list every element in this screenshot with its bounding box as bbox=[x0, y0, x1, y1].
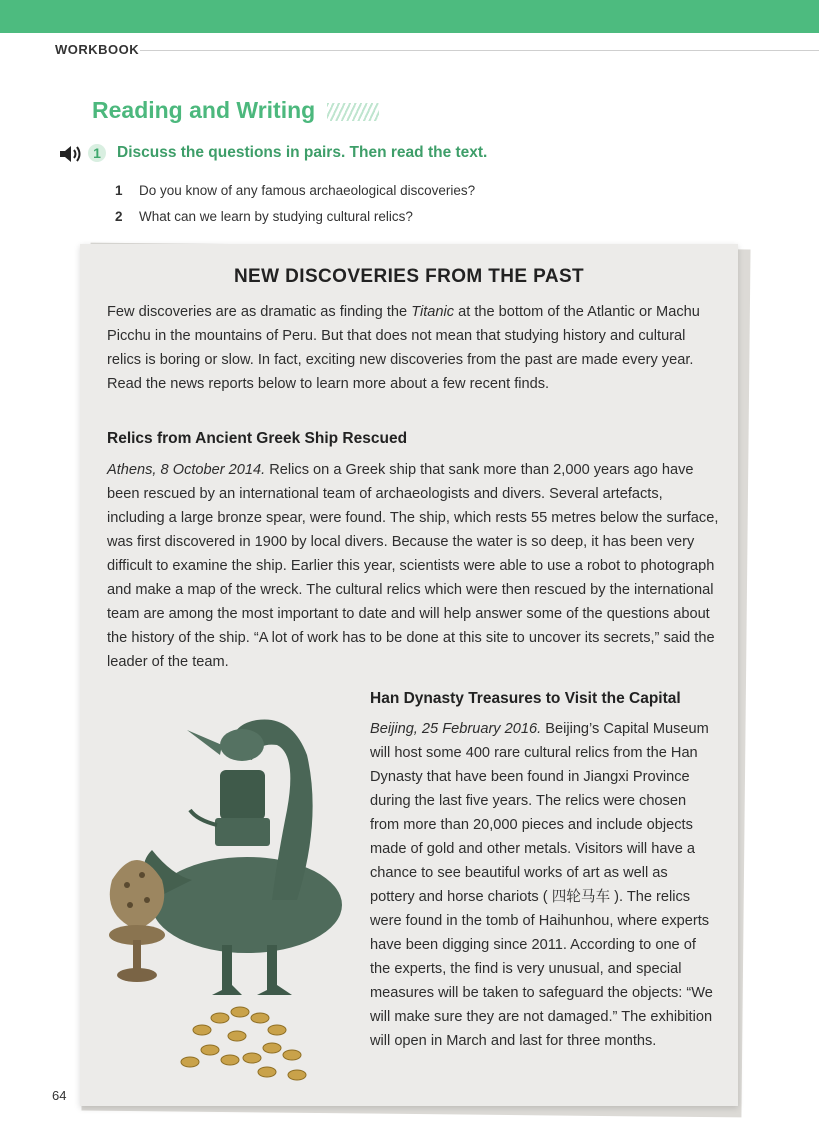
exercise-instruction: Discuss the questions in pairs. Then read the text. bbox=[117, 144, 488, 161]
question-number: 1 bbox=[115, 183, 123, 198]
header-rule bbox=[140, 50, 819, 51]
question-text: What can we learn by studying cultural relics? bbox=[139, 209, 413, 224]
question-number: 2 bbox=[115, 209, 123, 224]
report1-dateline: Athens, 8 October 2014. bbox=[107, 462, 266, 478]
section-title: Reading and Writing bbox=[92, 97, 316, 123]
intro-italic-title: Titanic bbox=[411, 304, 455, 320]
intro-text-end: at the bottom of the Atlantic or Machu Picchu in the mountains of Peru. But that does not mean that studying history and cultural relics is boring or slow. In fact, exciting new discoveries from the past are made every year. Read the news reports below to learn more about a few recent finds. bbox=[107, 304, 700, 392]
article-title: NEW DISCOVERIES FROM THE PAST bbox=[233, 266, 585, 287]
exercise-number: 1 bbox=[88, 144, 106, 162]
report2-text: Beijing’s Capital Museum will host some 400 rare cultural relics from the Han Dynasty that have been found in Jiangxi Province during the last five years. The relics were chosen from more than 20,000 pieces and include objects made of gold and other metals. Visitors will have a chance to see beautiful works of art as well as pottery and horse chariots ( 四轮马车 ). The relics were found in the tomb of Haihunhou, where experts have been digging since 2011. According to one of the experts, the find is very unusual, and special measures will be taken to safeguard the objects: “We will make sure they are not damaged.” The exhibition will open in March and last for three months. bbox=[370, 721, 713, 1049]
discussion-question bbox=[115, 183, 475, 198]
question-text: Do you know of any famous archaeological discoveries? bbox=[139, 183, 476, 198]
page-number: 64 bbox=[52, 1088, 67, 1103]
report2-dateline: Beijing, 25 February 2016. bbox=[370, 721, 542, 737]
report2-body bbox=[370, 717, 715, 1053]
han-dynasty-relics-illustration bbox=[92, 700, 362, 1090]
report2-heading: Han Dynasty Treasures to Visit the Capital bbox=[370, 690, 681, 707]
running-header: WORKBOOK bbox=[55, 42, 140, 57]
article-intro bbox=[107, 300, 717, 396]
report1-heading: Relics from Ancient Greek Ship Rescued bbox=[107, 430, 408, 447]
report1-body bbox=[107, 458, 719, 674]
intro-text-start: Few discoveries are as dramatic as finding the bbox=[107, 304, 412, 320]
discussion-question bbox=[115, 209, 413, 224]
top-color-bar bbox=[0, 0, 819, 33]
speaker-icon[interactable] bbox=[58, 144, 84, 164]
title-hatch-decoration bbox=[327, 103, 379, 121]
report1-text: Relics on a Greek ship that sank more than 2,000 years ago have been rescued by an international team of archaeologists and divers. Several artefacts, including a large bronze spear, were found. The ship, which rests 55 metres below the surface, was first discovered in 1900 by local divers. Because the water is so deep, it has been very difficult to examine the ship. Earlier this year, scientists were able to use a robot to photograph and make a map of the wreck. The cultural relics which were then rescued by the international team are among the most important to date and will help answer some of the questions about the history of the ship. “A lot of work has to be done at this site to uncover its secrets,” said the leader of the team. bbox=[107, 462, 719, 670]
